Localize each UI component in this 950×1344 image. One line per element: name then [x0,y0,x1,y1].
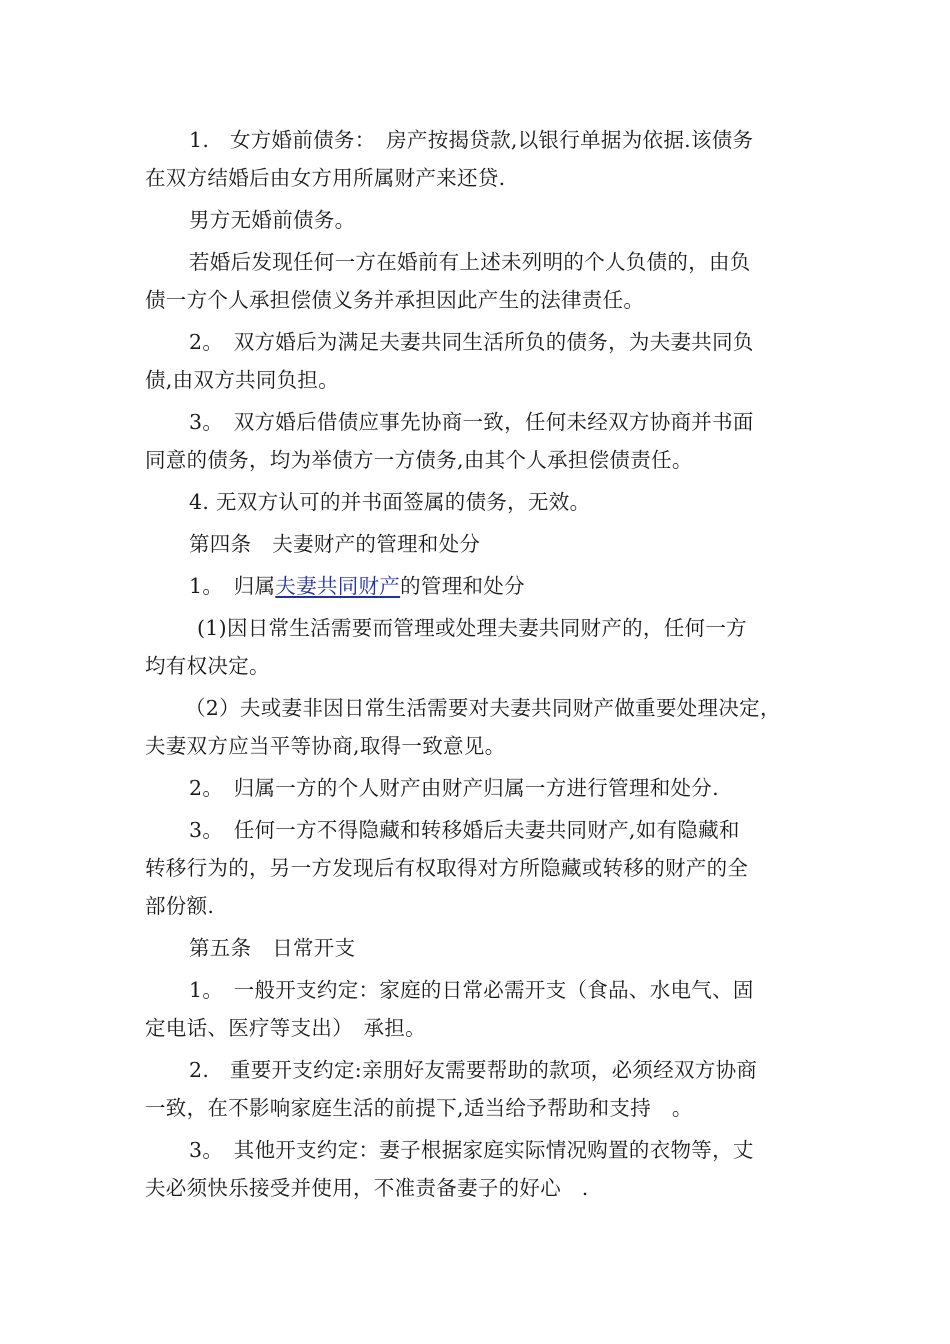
paragraph-general-expenses [145,971,821,1047]
paragraph-line: 3。 其他开支约定：妻子根据家庭实际情况购置的衣物等，丈 [189,1138,754,1162]
section-heading-article-five [145,929,821,967]
paragraph-line: 2。 双方婚后为满足夫妻共同生活所负的债务，为夫妻共同负 [189,330,754,354]
paragraph-line: 1。 一般开支约定：家庭的日常必需开支（食品、水电气、固 [189,978,754,1002]
paragraph-line: 债一方个人承担偿债义务并承担因此产生的法律责任。 [145,288,645,312]
paragraph-important-expenses [145,1051,821,1127]
paragraph-line: 转移行为的，另一方发现后有权取得对方所隐藏或转移的财产的全 [145,856,749,880]
paragraph-suffix: 的管理和处分 [400,574,525,598]
paragraph-line: 4. 无双方认可的并书面签属的债务，无效。 [189,490,591,514]
paragraph-borrowing-consent [145,403,821,479]
paragraph-prefix: 1。 归属 [189,574,276,598]
paragraph-line: 2. 重要开支约定:亲朋好友需要帮助的款项，必须经双方协商 [189,1058,758,1082]
paragraph-undisclosed-debt [145,243,821,319]
paragraph-line: (1)因日常生活需要而管理或处理夫妻共同财产的，任何一方 [197,616,747,640]
section-heading: 第五条 日常开支 [189,936,356,960]
paragraph-line: 在双方结婚后由女方用所属财产来还贷. [145,166,506,190]
paragraph-line: 债,由双方共同负担。 [145,368,340,392]
paragraph-line: （2）夫或妻非因日常生活需要对夫妻共同财产做重要处理决定， [185,696,781,720]
paragraph-line [145,567,821,605]
joint-property-link[interactable]: 夫妻共同财产 [275,574,401,598]
paragraph-line: 同意的债务，均为举债方一方债务,由其个人承担偿债责任。 [145,448,693,472]
paragraph-personal-property [145,769,821,807]
paragraph-joint-debt [145,323,821,399]
paragraph-line: 夫妻双方应当平等协商,取得一致意见。 [145,734,506,758]
paragraph-line: 3。 双方婚后借债应事先协商一致，任何未经双方协商并书面 [189,410,754,434]
paragraph-invalid-debt [145,483,821,521]
paragraph-line: 1. 女方婚前债务： 房产按揭贷款,以银行单据为依据.该债务 [189,128,754,152]
paragraph-line: 均有权决定。 [145,654,270,678]
paragraph-line: 男方无婚前债务。 [189,208,356,232]
paragraph-male-no-debt [145,201,821,239]
paragraph-joint-property-management [145,567,821,605]
paragraph-other-expenses [145,1131,821,1207]
paragraph-line: 夫必须快乐接受并使用，不准责备妻子的好心 . [145,1176,589,1200]
paragraph-female-premarital-debt [145,121,821,197]
section-heading: 第四条 夫妻财产的管理和处分 [189,532,481,556]
paragraph-important-decision [145,689,821,765]
document-body [145,121,821,1211]
paragraph-line: 2。 归属一方的个人财产由财产归属一方进行管理和处分. [189,776,719,800]
paragraph-line: 若婚后发现任何一方在婚前有上述未列明的个人负债的，由负 [189,250,751,274]
paragraph-line: 定电话、医疗等支出） 承担。 [145,1016,426,1040]
paragraph-daily-life-decision [145,609,821,685]
paragraph-no-concealment [145,811,821,925]
paragraph-line: 3。 任何一方不得隐藏和转移婚后夫妻共同财产,如有隐藏和 [189,818,740,842]
paragraph-line: 一致，在不影响家庭生活的前提下,适当给予帮助和支持 。 [145,1096,693,1120]
section-heading-article-four [145,525,821,563]
paragraph-line: 部份额. [145,894,215,918]
